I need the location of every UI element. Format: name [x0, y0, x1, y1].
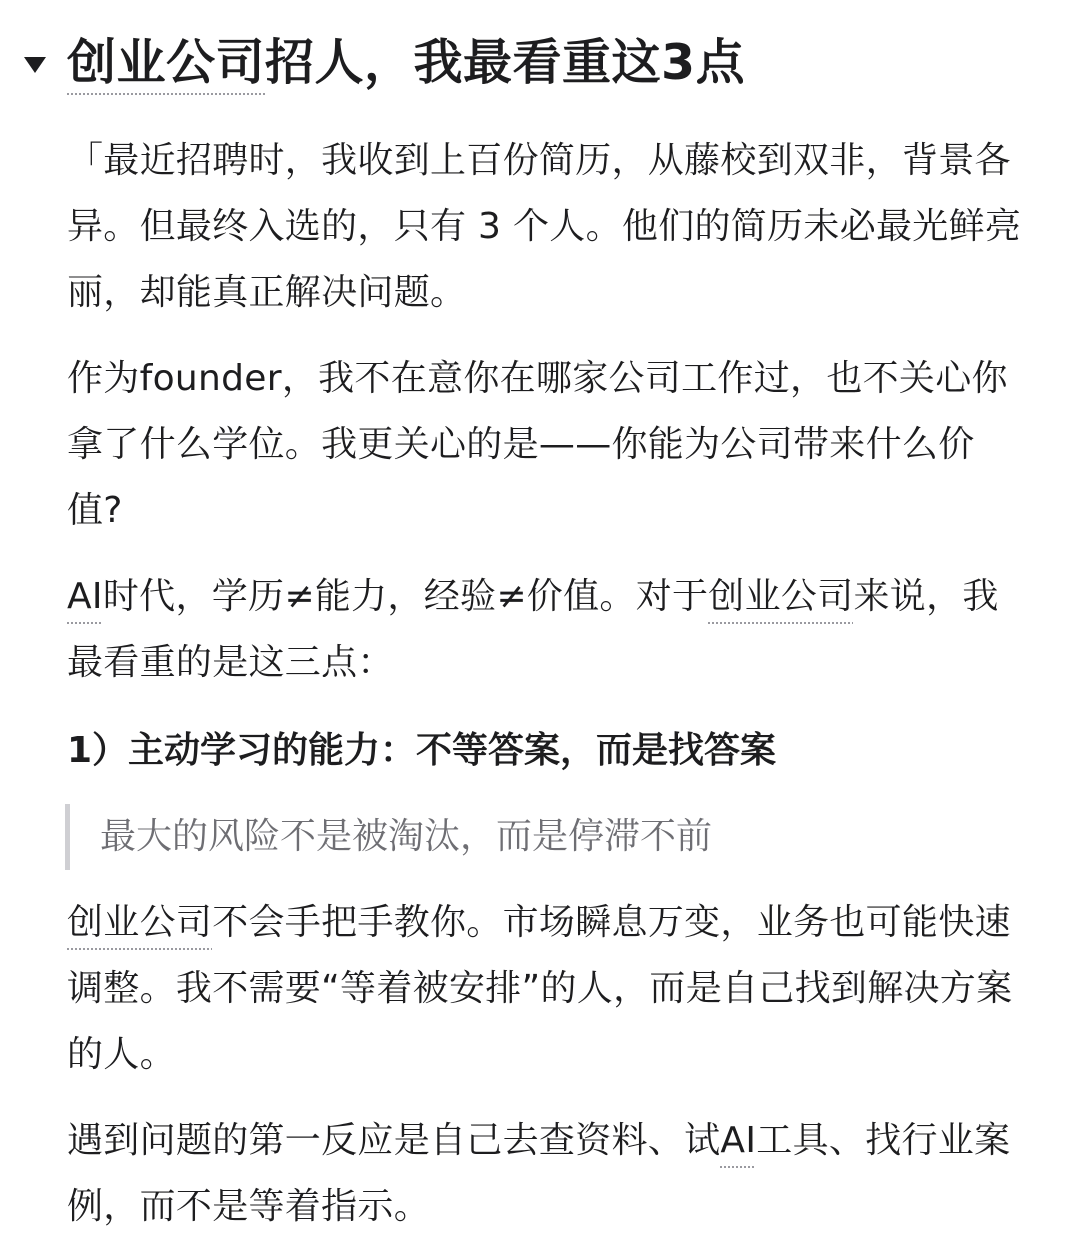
term-startup: 创业公司: [708, 576, 854, 617]
term-ai: AI: [67, 576, 103, 617]
paragraph-startup: [67, 890, 1027, 1088]
text-segment: 时代，学历≠能力，经验≠价值。对于: [102, 576, 709, 617]
paragraph-intro: 「最近招聘时，我收到上百份简历，从藤校到双非，背景各异。但最终入选的，只有 3 个人。他们的简历未必最光鲜亮丽，却能真正解决问题。: [67, 140, 1022, 313]
text-segment: 工具、找行业案例，而不是等着指示。: [67, 1120, 1011, 1227]
text-segment: 来说，我最看重的是这三点：: [67, 576, 999, 683]
term-ai: AI: [720, 1120, 757, 1161]
paragraph-founder: 作为founder，我不在意你在哪家公司工作过，也不关心你拿了什么学位。我更关心的是——你能为公司带来什么价值?: [67, 358, 1008, 531]
toggle-triangle-icon[interactable]: [22, 54, 48, 76]
page-title: [67, 26, 1057, 100]
term-startup: 创业公司: [67, 902, 213, 943]
paragraph-problem: [67, 1108, 1027, 1240]
section-heading-1: 1）主动学习的能力：不等答案，而是找答案: [67, 730, 777, 771]
text-segment: 遇到问题的第一反应是自己去查资料、试: [67, 1120, 721, 1161]
title-underlined-term: 创业公司: [67, 34, 266, 91]
text-segment: 不会手把手教你。市场瞬息万变，业务也可能快速调整。我不需要“等着被安排”的人，而是自己找到解决方案的人。: [67, 902, 1013, 1075]
paragraph-ai-era: [67, 564, 1027, 696]
title-rest: 招人，我最看重这3点: [265, 34, 746, 91]
blockquote: [65, 804, 1027, 870]
content-body: [67, 128, 1027, 1240]
quote-text: 最大的风险不是被淘汰，而是停滞不前: [100, 816, 713, 857]
